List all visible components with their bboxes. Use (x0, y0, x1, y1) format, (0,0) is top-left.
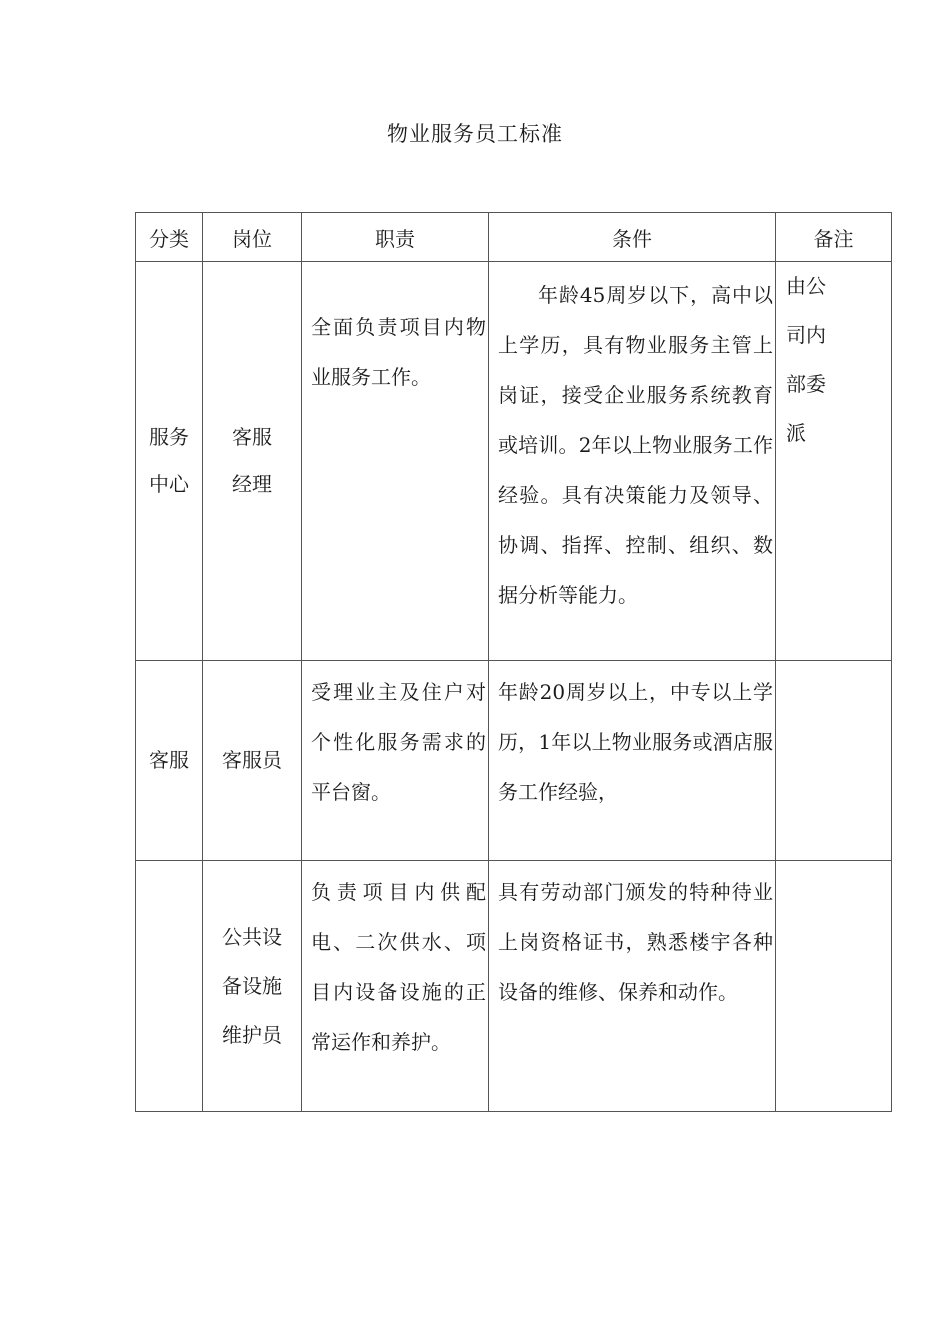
category-cell (136, 861, 203, 1112)
header-position: 岗位 (203, 213, 302, 262)
table-row (136, 861, 892, 1112)
header-remark: 备注 (776, 213, 892, 262)
position-cell: 公共设 备设施 维护员 (203, 861, 302, 1112)
remark-cell (776, 861, 892, 1112)
remark-cell (776, 661, 892, 861)
header-duty: 职责 (302, 213, 489, 262)
requirement-cell: 具有劳动部门颁发的特种待业上岗资格证书，熟悉楼宇各种设备的维修、保养和动作。 (489, 861, 776, 1112)
header-category: 分类 (136, 213, 203, 262)
table-row (136, 661, 892, 861)
duty-cell: 全面负责项目内物业服务工作。 (302, 262, 489, 661)
duty-cell: 负责项目内供配电、二次供水、项目内设备设施的正常运作和养护。 (302, 861, 489, 1112)
requirement-cell: 年龄20周岁以上，中专以上学历，1年以上物业服务或酒店服务工作经验， (489, 661, 776, 861)
table-header-row (136, 213, 892, 262)
position-cell: 客服员 (203, 661, 302, 861)
table-row (136, 262, 892, 661)
requirement-cell: 年龄45周岁以下，高中以上学历，具有物业服务主管上岗证，接受企业服务系统教育或培训。2年以上物业服务工作经验。具有决策能力及领导、协调、指挥、控制、组织、数据分析等能力。 (489, 262, 776, 661)
category-cell: 服务 中心 (136, 262, 203, 661)
position-cell: 客服 经理 (203, 262, 302, 661)
remark-cell: 由公 司内 部委 派 (776, 262, 892, 661)
page-title: 物业服务员工标准 (387, 122, 563, 146)
header-requirement: 条件 (489, 213, 776, 262)
staff-standards-table (135, 212, 892, 1112)
duty-cell: 受理业主及住户对个性化服务需求的平台窗。 (302, 661, 489, 861)
category-cell: 客服 (136, 661, 203, 861)
